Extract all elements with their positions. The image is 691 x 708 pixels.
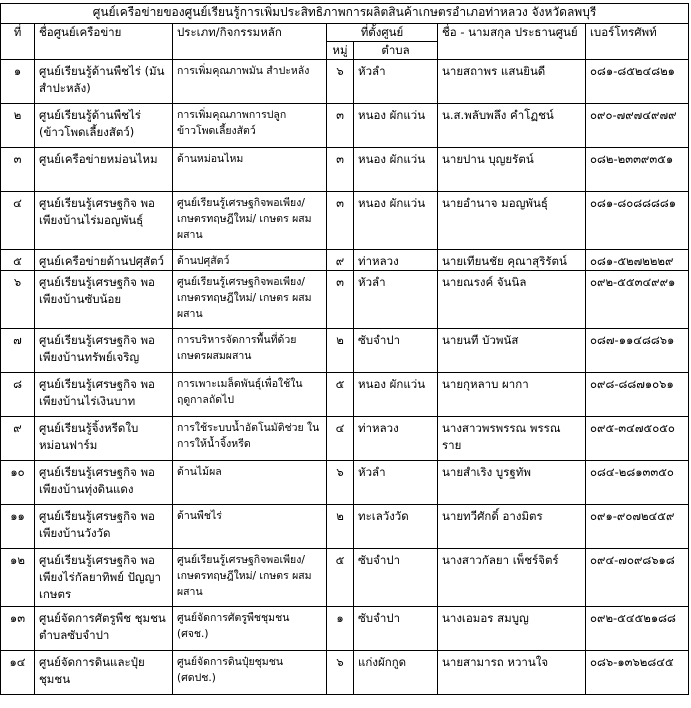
center-name: ศูนย์เรียนรู้ด้านพืชไร่ (มันสำปะหลัง) (35, 60, 173, 104)
center-type: การเพาะเมล็ดพันธุ์เพื่อใช้ใน ฤดูกาลถัดไป (173, 373, 327, 417)
header-phone: เบอร์โทรศัพท์ (586, 24, 689, 60)
header-tambon: ตำบล (354, 42, 438, 60)
row-number: ๔ (1, 192, 35, 250)
table-row (1, 417, 689, 461)
tambon-name: ทะเลวังวัด (354, 505, 438, 549)
row-number: ๕ (1, 250, 35, 271)
center-type: ศูนย์จัดการดินปุ๋ยชุมชน (ศดปช.) (173, 651, 327, 695)
phone-number: ๐๘๗-๑๑๔๘๘๖๑ (586, 329, 689, 373)
header-name: ชื่อศูนย์เครือข่าย (35, 24, 173, 60)
center-type: ด้านหม่อนไหม (173, 148, 327, 192)
chairman-name: นายกุหลาบ ผากา (438, 373, 586, 417)
village-number: ๓ (327, 104, 354, 148)
header-no: ที่ (1, 24, 35, 60)
phone-number: ๐๘๑-๕๒๗๒๒๒๙ (586, 250, 689, 271)
village-number: ๓ (327, 271, 354, 329)
table-title: ศูนย์เครือข่ายของศูนย์เรียนรู้การเพิ่มประสิทธิภาพการผลิตสินค้าเกษตรอำเภอท่าหลวง จังหวัดลพบุรี (1, 4, 689, 24)
header-location: ที่ตั้งศูนย์ (327, 24, 438, 42)
tambon-name: ซับจำปา (354, 607, 438, 651)
header-chairman: ชื่อ - นามสกุล ประธานศูนย์ (438, 24, 586, 60)
village-number: ๖ (327, 60, 354, 104)
village-number: ๖ (327, 651, 354, 695)
center-name: ศูนย์เรียนรู้เศรษฐกิจ พอเพียงบ้านไร่มอญพันธุ์ (35, 192, 173, 250)
table-row (1, 461, 689, 505)
center-name: ศูนย์เรียนรู้เศรษฐกิจ พอเพียงบ้านทรัพย์เจริญ (35, 329, 173, 373)
row-number: ๖ (1, 271, 35, 329)
chairman-name: นายอำนาจ มอญพันธุ์ (438, 192, 586, 250)
tambon-name: แก่งผักกูด (354, 651, 438, 695)
tambon-name: ซับจำปา (354, 549, 438, 607)
table-row (1, 148, 689, 192)
phone-number: ๐๙๒-๕๕๓๔๙๙๑ (586, 271, 689, 329)
chairman-name: นายนที บัวพนัส (438, 329, 586, 373)
row-number: ๙ (1, 417, 35, 461)
table-row (1, 104, 689, 148)
row-number: ๓ (1, 148, 35, 192)
phone-number: ๐๘๑-๘๐๘๘๘๘๑ (586, 192, 689, 250)
chairman-name: นายณรงค์ จันนิล (438, 271, 586, 329)
village-number: ๑ (327, 607, 354, 651)
network-centers-table (0, 3, 689, 695)
phone-number: ๐๙๐-๗๙๗๔๙๗๙ (586, 104, 689, 148)
table-row (1, 651, 689, 695)
center-type: การเพิ่มคุณภาพการปลูก ข้าวโพดเลี้ยงสัตว์ (173, 104, 327, 148)
center-name: ศูนย์เรียนรู้จิ้งหรีดใบ หม่อนฟาร์ม (35, 417, 173, 461)
header-moo: หมู่ (327, 42, 354, 60)
table-row (1, 250, 689, 271)
tambon-name: หนอง ผักแว่น (354, 373, 438, 417)
center-name: ศูนย์เรียนรู้เศรษฐกิจ พอเพียงบ้านไร่เงินบาท (35, 373, 173, 417)
tambon-name: หัวลำ (354, 60, 438, 104)
table-row (1, 607, 689, 651)
center-type: การบริหารจัดการพื้นที่ด้วย เกษตรผสมผสาน (173, 329, 327, 373)
row-number: ๑๓ (1, 607, 35, 651)
center-name: ศูนย์จัดการศัตรูพืช ชุมชนตำบลซับจำปา (35, 607, 173, 651)
center-type: ศูนย์เรียนรู้เศรษฐกิจพอเพียง/ เกษตรทฤษฎีใหม่/ เกษตร ผสมผสาน (173, 271, 327, 329)
center-type: ศูนย์จัดการศัตรูพืชชุมชน (ศจช.) (173, 607, 327, 651)
center-type: ด้านพืชไร่ (173, 505, 327, 549)
center-name: ศูนย์เรียนรู้เศรษฐกิจ พอเพียงบ้านวังวัด (35, 505, 173, 549)
phone-number: ๐๘๖-๑๓๖๒๘๔๕ (586, 651, 689, 695)
chairman-name: นายเทียนชัย คุณาสุริรัตน์ (438, 250, 586, 271)
phone-number: ๐๙๒-๕๔๕๒๑๘๘ (586, 607, 689, 651)
row-number: ๑๔ (1, 651, 35, 695)
chairman-name: น.ส.พลับพลึง คำโฏชน์ (438, 104, 586, 148)
village-number: ๓ (327, 148, 354, 192)
header-type: ประเภท/กิจกรรมหลัก (173, 24, 327, 60)
phone-number: ๐๙๘-๘๘๗๑๐๖๑ (586, 373, 689, 417)
tambon-name: หนอง ผักแว่น (354, 192, 438, 250)
chairman-name: นางสาวกัลยา เพ็ชร์จิตร์ (438, 549, 586, 607)
phone-number: ๐๙๔-๗๐๙๘๖๑๘ (586, 549, 689, 607)
center-type: ศูนย์เรียนรู้เศรษฐกิจพอเพียง/ เกษตรทฤษฎีใหม่/ เกษตร ผสมผสาน (173, 192, 327, 250)
village-number: ๒ (327, 329, 354, 373)
tambon-name: หนอง ผักแว่น (354, 104, 438, 148)
village-number: ๕ (327, 373, 354, 417)
tambon-name: หนอง ผักแว่น (354, 148, 438, 192)
chairman-name: นางสาวพรพรรณ พรรณ ราย (438, 417, 586, 461)
table-row (1, 271, 689, 329)
center-type: การใช้ระบบน้ำอัตโนมัติช่วย ในการให้น้ำจิ้งหรีด (173, 417, 327, 461)
chairman-name: นายทวีศักดิ์ อางมิตร (438, 505, 586, 549)
center-name: ศูนย์เรียนรู้เศรษฐกิจ พอเพียงไร่กัลยาทิพย์ ปัญญาเกษตร (35, 549, 173, 607)
center-name: ศูนย์เรียนรู้เศรษฐกิจ พอเพียงบ้านทุ่งดินแดง (35, 461, 173, 505)
phone-number: ๐๘๔-๒๘๑๓๓๕๐ (586, 461, 689, 505)
row-number: ๘ (1, 373, 35, 417)
row-number: ๑๐ (1, 461, 35, 505)
center-name: ศูนย์เรียนรู้ด้านพืชไร่ (ข้าวโพดเลี้ยงสัตว์) (35, 104, 173, 148)
table-row (1, 60, 689, 104)
tambon-name: หัวลำ (354, 271, 438, 329)
village-number: ๒ (327, 505, 354, 549)
tambon-name: ซับจำปา (354, 329, 438, 373)
center-name: ศูนย์เครือข่ายหม่อนไหม (35, 148, 173, 192)
row-number: ๑๒ (1, 549, 35, 607)
table-row (1, 373, 689, 417)
chairman-name: นายสถาพร แสนยินดี (438, 60, 586, 104)
village-number: ๓ (327, 192, 354, 250)
chairman-name: นางเอมอร สมบูญ (438, 607, 586, 651)
chairman-name: นายสำเริง บูรฐทัพ (438, 461, 586, 505)
center-name: ศูนย์เครือข่ายด้านปศุสัตว์ (35, 250, 173, 271)
table-row (1, 329, 689, 373)
village-number: ๕ (327, 549, 354, 607)
center-type: ด้านปศุสัตว์ (173, 250, 327, 271)
table-row (1, 505, 689, 549)
table-row (1, 192, 689, 250)
row-number: ๗ (1, 329, 35, 373)
phone-number: ๐๙๑-๙๐๗๒๔๕๙ (586, 505, 689, 549)
chairman-name: นายสามารถ หวานใจ (438, 651, 586, 695)
center-type: การเพิ่มคุณภาพมัน สำปะหลัง (173, 60, 327, 104)
row-number: ๒ (1, 104, 35, 148)
row-number: ๑๑ (1, 505, 35, 549)
row-number: ๑ (1, 60, 35, 104)
phone-number: ๐๘๑-๘๕๒๔๘๒๑ (586, 60, 689, 104)
table-row (1, 549, 689, 607)
center-type: ศูนย์เรียนรู้เศรษฐกิจพอเพียง/ เกษตรทฤษฎีใหม่/ เกษตร ผสมผสาน (173, 549, 327, 607)
center-name: ศูนย์เรียนรู้เศรษฐกิจ พอเพียงบ้านซับน้อย (35, 271, 173, 329)
village-number: ๙ (327, 250, 354, 271)
phone-number: ๐๘๒-๒๓๓๙๓๕๑ (586, 148, 689, 192)
village-number: ๖ (327, 461, 354, 505)
village-number: ๔ (327, 417, 354, 461)
center-name: ศูนย์จัดการดินและปุ๋ย ชุมชน (35, 651, 173, 695)
phone-number: ๐๙๕-๓๔๗๕๐๕๐ (586, 417, 689, 461)
center-type: ด้านไม้ผล (173, 461, 327, 505)
chairman-name: นายปาน บุญยรัตน์ (438, 148, 586, 192)
tambon-name: หัวลำ (354, 461, 438, 505)
tambon-name: ท่าหลวง (354, 417, 438, 461)
tambon-name: ท่าหลวง (354, 250, 438, 271)
